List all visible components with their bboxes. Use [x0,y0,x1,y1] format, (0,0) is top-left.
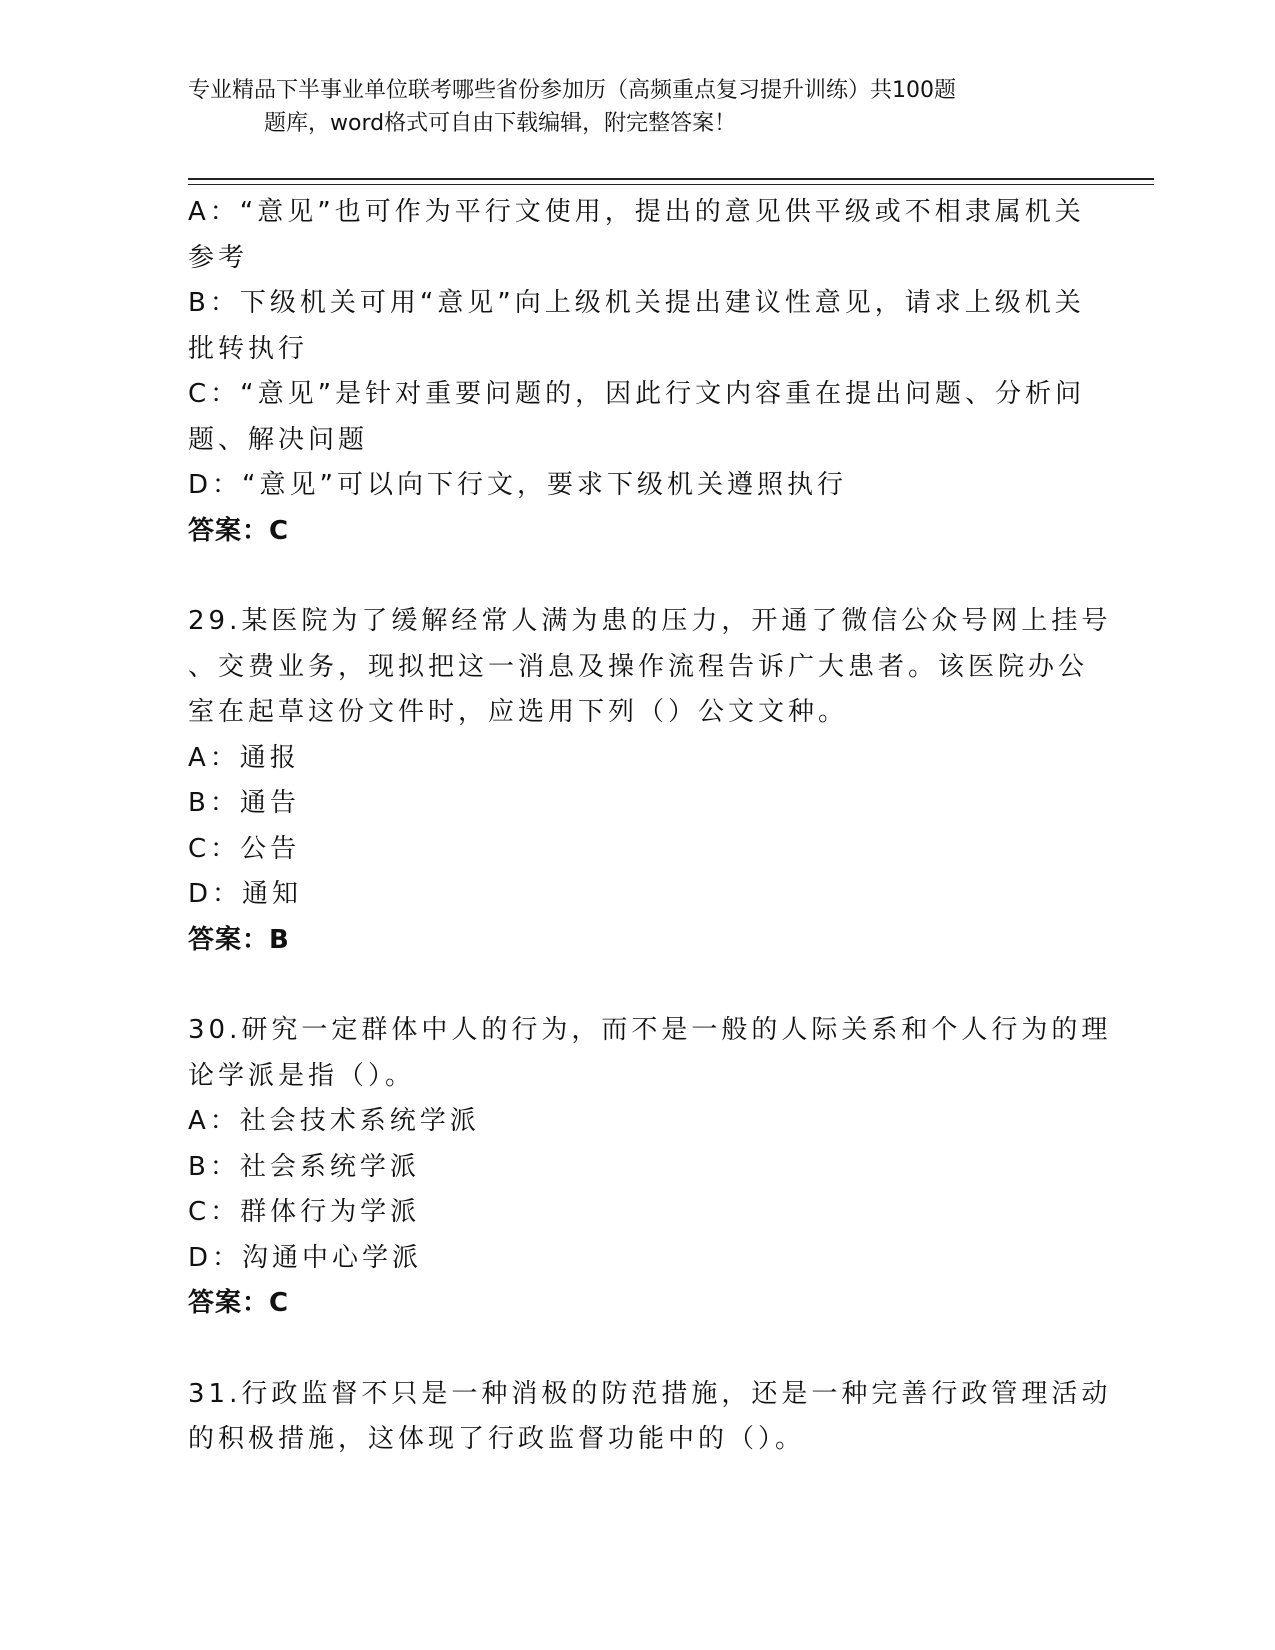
header-rule-thin [188,184,1154,185]
question-content [188,190,1112,1463]
header-rule-thick [188,178,1154,180]
option-a-line2: 参考 [188,242,249,273]
question-30-line2: 论学派是指（）。 [188,1060,416,1091]
option-b-line2: 批转执行 [188,333,309,364]
option-c-line2: 题、解决问题 [188,424,369,455]
answer-line: 答案：C [188,515,290,546]
option-d: D：沟通中心学派 [188,1242,423,1273]
header-title-line1: 专业精品下半事业单位联考哪些省份参加历（高频重点复习提升训练）共100题 [188,78,956,103]
question-29-line1: 29.某医院为了缓解经常人满为患的压力，开通了微信公众号网上挂号 [188,606,1112,636]
question-29-line2: 、交费业务，现拟把这一消息及操作流程告诉广大患者。该医院办公 [188,651,1089,682]
question-31-line1: 31.行政监督不只是一种消极的防范措施，还是一种完善行政管理活动 [188,1378,1112,1409]
option-c: C：公告 [188,833,301,864]
option-a-line1: A：“意见”也可作为平行文使用，提出的意见供平级或不相隶属机关 [188,197,1085,227]
answer-line: 答案：B [188,924,290,955]
option-d: D：通知 [188,879,303,909]
answer-line: 答案：C [188,1288,290,1318]
option-d: D：“意见”可以向下行文，要求下级机关遵照执行 [188,470,847,500]
option-c-line1: C：“意见”是针对重要问题的，因此行文内容重在提出问题、分析问 [188,379,1086,409]
header-title-line2: 题库，word格式可自由下载编辑，附完整答案！ [264,111,737,136]
question-31-line2: 的积极措施，这体现了行政监督功能中的（）。 [188,1424,806,1454]
option-b-line1: B：下级机关可用“意见”向上级机关提出建议性意见，请求上级机关 [188,288,1085,318]
option-a: A：社会技术系统学派 [188,1106,480,1136]
option-c: C：群体行为学派 [188,1197,421,1227]
document-header [188,74,1068,140]
option-a: A：通报 [188,742,300,773]
question-29-line3: 室在起草这份文件时，应选用下列（）公文文种。 [188,697,849,727]
option-b: B：通告 [188,788,300,818]
option-b: B：社会系统学派 [188,1151,420,1182]
question-30-line1: 30.研究一定群体中人的行为，而不是一般的人际关系和个人行为的理 [188,1015,1112,1045]
